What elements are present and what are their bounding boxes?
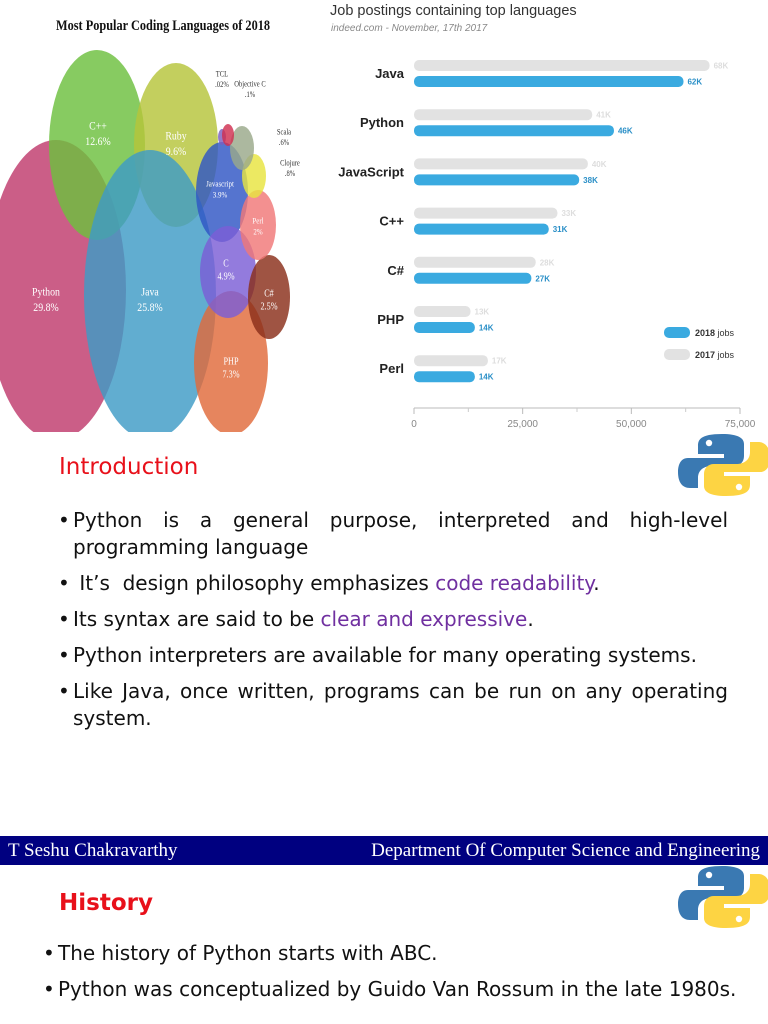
bullet-text: Its syntax are said to be bbox=[73, 607, 321, 631]
x-tick-label: 0 bbox=[411, 419, 417, 430]
bubble-label-c: C bbox=[223, 257, 229, 269]
bubble-value-objective-c: .1% bbox=[244, 89, 256, 100]
highlighted-text: code readability bbox=[435, 571, 594, 595]
introduction-heading: Introduction bbox=[59, 454, 199, 480]
list-item bbox=[43, 976, 747, 1003]
bubble-value-php: 7.3% bbox=[222, 368, 240, 380]
bubble-label-clojure: Clojure bbox=[280, 157, 300, 168]
legend-swatch-2017 bbox=[664, 349, 690, 360]
footer-department: Department Of Computer Science and Engineering bbox=[371, 840, 760, 861]
bar-chart bbox=[320, 0, 768, 440]
list-item bbox=[43, 940, 747, 967]
bar-2018-python bbox=[414, 125, 614, 136]
bar-value-label-2018: 27K bbox=[535, 274, 551, 284]
bar-value-label-2018: 31K bbox=[552, 225, 568, 235]
bubble-label-python: Python bbox=[32, 285, 60, 299]
bullet-text: Python was conceptualized by Guido Van Rossum in the late 1980s. bbox=[58, 977, 737, 1001]
bubble-label-php: PHP bbox=[223, 355, 239, 367]
category-label-javascript: JavaScript bbox=[338, 164, 404, 180]
bar-2017-c- bbox=[414, 257, 536, 268]
bar-2017-php bbox=[414, 306, 471, 317]
bubble-value-clojure: .8% bbox=[284, 168, 296, 179]
bar-2018-c- bbox=[414, 224, 549, 235]
bubble-label-javascript: Javascript bbox=[206, 178, 234, 189]
bubble-value-c-: 12.6% bbox=[85, 135, 111, 149]
history-bullet-list bbox=[43, 940, 747, 1012]
bubble-label-c-: C++ bbox=[89, 119, 107, 133]
bullet-text: Like Java, once written, programs can be run on any operating system. bbox=[73, 679, 728, 730]
bar-value-label-2018: 14K bbox=[478, 372, 494, 382]
python-logo-icon bbox=[678, 432, 768, 498]
bar-value-label-2017: 68K bbox=[713, 61, 729, 71]
bar-value-label-2018: 14K bbox=[478, 323, 494, 333]
bar-2017-python bbox=[414, 109, 592, 120]
bar-chart-subtitle: indeed.com - November, 17th 2017 bbox=[331, 23, 488, 34]
bubble-label-perl: Perl bbox=[252, 215, 264, 226]
category-label-c-: C# bbox=[387, 262, 404, 278]
bar-value-label-2017: 41K bbox=[596, 110, 611, 120]
bubble-value-c-: 2.5% bbox=[260, 300, 278, 312]
bar-2017-perl bbox=[414, 355, 488, 366]
bullet-text: It’s design philosophy emphasizes bbox=[73, 571, 436, 595]
bubble-label-c-: C# bbox=[264, 287, 274, 299]
category-label-c-: C++ bbox=[379, 213, 404, 229]
list-item bbox=[58, 507, 728, 561]
bar-2018-perl bbox=[414, 371, 475, 382]
list-item bbox=[58, 570, 728, 597]
footer-bar bbox=[0, 836, 768, 865]
bar-2018-php bbox=[414, 322, 475, 333]
bar-chart-title: Job postings containing top languages bbox=[330, 3, 577, 19]
bullet-text: Python interpreters are available for many operating systems. bbox=[73, 643, 697, 667]
python-logo-icon bbox=[678, 864, 768, 930]
bar-value-label-2018: 62K bbox=[687, 77, 703, 87]
footer-author: T Seshu Chakravarthy bbox=[8, 840, 178, 861]
bar-value-label-2017: 40K bbox=[591, 159, 607, 169]
category-label-python: Python bbox=[359, 115, 404, 131]
x-tick-label: 75,000 bbox=[724, 419, 756, 430]
list-item bbox=[58, 606, 728, 633]
bubble-value-python: 29.8% bbox=[33, 301, 59, 315]
legend-label-2018: 2018 jobs bbox=[695, 328, 735, 338]
bubble-chart bbox=[0, 0, 310, 432]
bar-value-label-2017: 33K bbox=[561, 209, 577, 219]
bubble-value-tcl: .02% bbox=[215, 79, 229, 90]
category-label-perl: Perl bbox=[379, 361, 404, 377]
legend-swatch-2018 bbox=[664, 327, 690, 338]
bar-value-label-2017: 28K bbox=[539, 258, 555, 268]
bubble-value-java: 25.8% bbox=[137, 301, 163, 315]
bar-2017-javascript bbox=[414, 158, 588, 169]
bubble-value-javascript: 3.9% bbox=[212, 189, 228, 200]
bubble-label-scala: Scala bbox=[276, 126, 292, 137]
bar-2018-c- bbox=[414, 273, 531, 284]
bar-value-label-2017: 13K bbox=[474, 307, 490, 317]
bar-value-label-2018: 46K bbox=[617, 126, 633, 136]
bubble-value-ruby: 9.6% bbox=[165, 145, 187, 159]
bar-2017-c- bbox=[414, 208, 557, 219]
bar-2018-javascript bbox=[414, 174, 579, 185]
x-tick-label: 25,000 bbox=[507, 419, 538, 430]
bullet-text: Python is a general purpose, interpreted and high-level programming language bbox=[73, 508, 728, 559]
x-tick-label: 50,000 bbox=[616, 419, 647, 430]
bullet-text: The history of Python starts with ABC. bbox=[58, 941, 438, 965]
bubble-label-objective-c: Objective C bbox=[234, 78, 266, 89]
bar-2018-java bbox=[414, 76, 683, 87]
list-item bbox=[58, 642, 728, 669]
bubble-tcl bbox=[222, 124, 234, 146]
list-item bbox=[58, 678, 728, 732]
bubble-label-tcl: TCL bbox=[215, 68, 229, 79]
bubble-chart-title: Most Popular Coding Languages of 2018 bbox=[56, 18, 271, 34]
bar-2017-java bbox=[414, 60, 710, 71]
bubble-value-scala: .6% bbox=[278, 137, 290, 148]
bar-value-label-2018: 38K bbox=[583, 175, 598, 185]
bubble-label-ruby: Ruby bbox=[165, 129, 187, 143]
bullet-text: . bbox=[593, 571, 600, 595]
introduction-bullet-list bbox=[58, 507, 728, 741]
category-label-php: PHP bbox=[377, 312, 404, 327]
bar-value-label-2017: 17K bbox=[491, 356, 507, 366]
bullet-text: . bbox=[527, 607, 534, 631]
bubble-label-java: Java bbox=[141, 285, 159, 299]
history-heading: History bbox=[59, 890, 153, 916]
highlighted-text: clear and expressive bbox=[320, 607, 528, 631]
bubble-value-c: 4.9% bbox=[217, 270, 235, 282]
bubble-value-perl: 2% bbox=[253, 226, 263, 237]
category-label-java: Java bbox=[375, 66, 404, 81]
legend-label-2017: 2017 jobs bbox=[695, 350, 735, 360]
